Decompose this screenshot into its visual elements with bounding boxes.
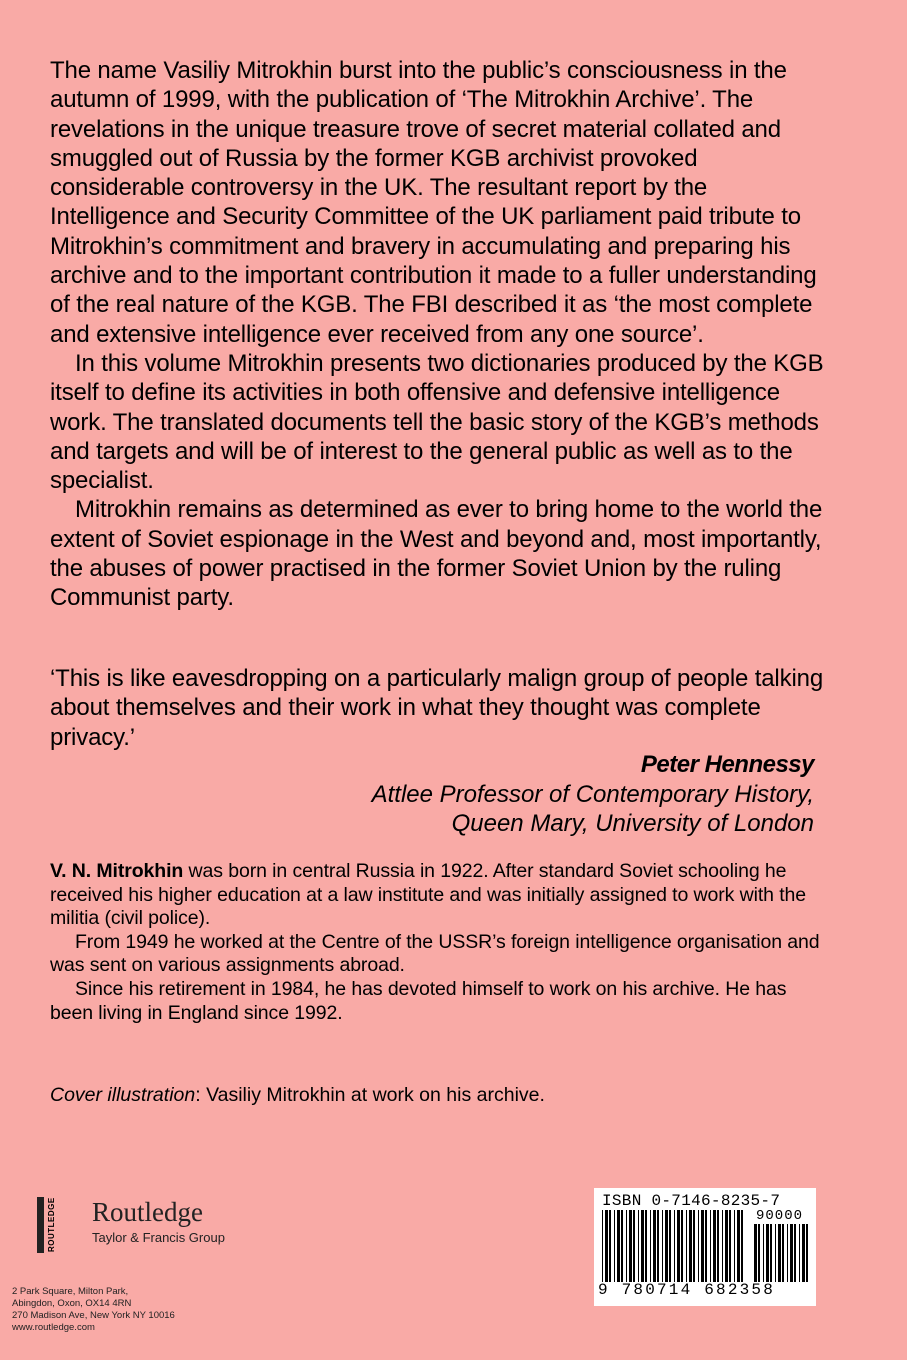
barcode-bar [629, 1210, 632, 1282]
barcode-bar [602, 1210, 603, 1282]
publisher-address [12, 1286, 175, 1334]
bio-paragraph-2: From 1949 he worked at the Centre of the USSR’s foreign intelligence organisation and was sent on various assignments abroad. [50, 930, 820, 977]
barcode-bar [734, 1210, 735, 1282]
barcode-bar [722, 1210, 723, 1282]
barcode-bar [758, 1224, 760, 1282]
barcode-bar [650, 1210, 651, 1282]
barcode-bar [645, 1210, 647, 1282]
barcode-bar [717, 1210, 719, 1282]
logo-vertical-text: ROUTLEDGE [47, 1197, 56, 1253]
barcode-bar [701, 1210, 704, 1282]
barcode-bar [653, 1210, 656, 1282]
blurb-paragraph-1: The name Vasiliy Mitrokhin burst into the public’s consciousness in the autumn of 1999, with the publication of ‘The Mitrokhin Archive’. The revelations in the unique treasure trove of secret material collated and smuggled out of Russia by the former KGB archivist provoked considerable controversy in the UK. The resultant report by the Intelligence and Security Committee of the UK parliament paid tribute to Mitrokhin’s commitment and bravery in accumulating and preparing his archive and to the important contribution it made to a fuller understanding of the real nature of the KGB. The FBI described it as ‘the most complete and extensive intelligence ever received from any one source’. [50, 57, 817, 348]
ean-barcode-bars [602, 1210, 743, 1282]
barcode-bar [705, 1210, 707, 1282]
price-addon-bars [754, 1224, 808, 1282]
barcode-panel [594, 1188, 816, 1306]
barcode-bar [794, 1224, 796, 1282]
barcode-bar [605, 1210, 608, 1282]
barcode-bar [662, 1210, 663, 1282]
barcode-bar [686, 1210, 687, 1282]
barcode-bar [633, 1210, 635, 1282]
barcode-bar [754, 1224, 757, 1282]
price-code: 90000 [756, 1208, 804, 1224]
barcode-bar [782, 1224, 784, 1282]
bio-paragraph-3: Since his retirement in 1984, he has devoted himself to work on his archive. He has been living in England since 1992. [50, 977, 787, 1024]
cover-illustration-text: : Vasiliy Mitrokhin at work on his archive. [195, 1084, 545, 1106]
bio-paragraph-1-text: was born in central Russia in 1922. After standard Soviet schooling he received his higher education at a law institute and was initially assigned to work with the militia (civil police). [50, 860, 807, 930]
barcode-bar [614, 1210, 615, 1282]
publisher-website: www.routledge.com [12, 1322, 95, 1333]
barcode-bar [790, 1224, 793, 1282]
barcode-bar [741, 1210, 743, 1282]
reviewer-name: Peter Hennessy [640, 751, 814, 778]
cover-blurb [50, 56, 830, 613]
barcode-bar [775, 1224, 776, 1282]
barcode-bar [799, 1224, 800, 1282]
routledge-logo-icon [36, 1195, 62, 1257]
cover-illustration-note [50, 1083, 545, 1107]
barcode-bar [693, 1210, 695, 1282]
barcode-bar [617, 1210, 620, 1282]
reviewer-role-line-1: Attlee Professor of Contemporary History, [371, 780, 814, 808]
barcode-bar [725, 1210, 728, 1282]
barcode-bar [802, 1224, 805, 1282]
barcode-bar [737, 1210, 740, 1282]
barcode-bar [698, 1210, 699, 1282]
isbn-text: ISBN 0-7146-8235-7 [602, 1192, 781, 1210]
bio-author-name: V. N. Mitrokhin [50, 860, 184, 882]
review-attribution [372, 750, 814, 839]
barcode-bar [621, 1210, 623, 1282]
barcode-bar [778, 1224, 781, 1282]
barcode-bar [770, 1224, 772, 1282]
barcode-bar [626, 1210, 627, 1282]
barcode-bar [806, 1224, 808, 1282]
barcode-bar [787, 1224, 788, 1282]
review-quote [50, 664, 830, 752]
address-line-2: Abingdon, Oxon, OX14 4RN [12, 1298, 132, 1309]
address-line-1: 2 Park Square, Milton Park, [12, 1286, 129, 1297]
barcode-bar [657, 1210, 659, 1282]
barcode-bar [669, 1210, 671, 1282]
reviewer-role-line-2: Queen Mary, University of London [451, 810, 814, 837]
barcode-bar [674, 1210, 675, 1282]
barcode-bar [710, 1210, 711, 1282]
address-line-3: 270 Madison Ave, New York NY 10016 [12, 1310, 175, 1321]
barcode-bar [681, 1210, 683, 1282]
barcode-bar [763, 1224, 764, 1282]
cover-illustration-label: Cover illustration [50, 1084, 196, 1106]
author-bio [50, 860, 830, 1025]
logo-bar [37, 1197, 44, 1253]
bio-paragraph-1 [50, 860, 830, 931]
barcode-bar [641, 1210, 644, 1282]
barcode-bar [609, 1210, 611, 1282]
barcode-bar [677, 1210, 680, 1282]
barcode-bar [638, 1210, 639, 1282]
blurb-paragraph-2: In this volume Mitrokhin presents two dictionaries produced by the KGB itself to define its activities in both offensive and defensive intelligence work. The translated documents tell the basic story of the KGB’s methods and targets and will be of interest to the general public as well as to the specialist. [50, 349, 824, 495]
review-quote-text: ‘This is like eavesdropping on a particularly malign group of people talking about themselves and their work in what they thought was complete privacy.’ [50, 665, 824, 751]
ean-number: 9 780714 682358 [598, 1281, 776, 1299]
barcode-bar [766, 1224, 769, 1282]
blurb-paragraph-3: Mitrokhin remains as determined as ever to bring home to the world the extent of Soviet espionage in the West and beyond and, most importantly, the abuses of power practised in the former Soviet Union by the ruling Communist party. [50, 496, 823, 612]
publisher-group: Taylor & Francis Group [92, 1230, 225, 1245]
publisher-name: Routledge [92, 1197, 203, 1227]
barcode-bar [665, 1210, 668, 1282]
barcode-bar [713, 1210, 716, 1282]
barcode-bar [689, 1210, 692, 1282]
barcode-bar [729, 1210, 731, 1282]
